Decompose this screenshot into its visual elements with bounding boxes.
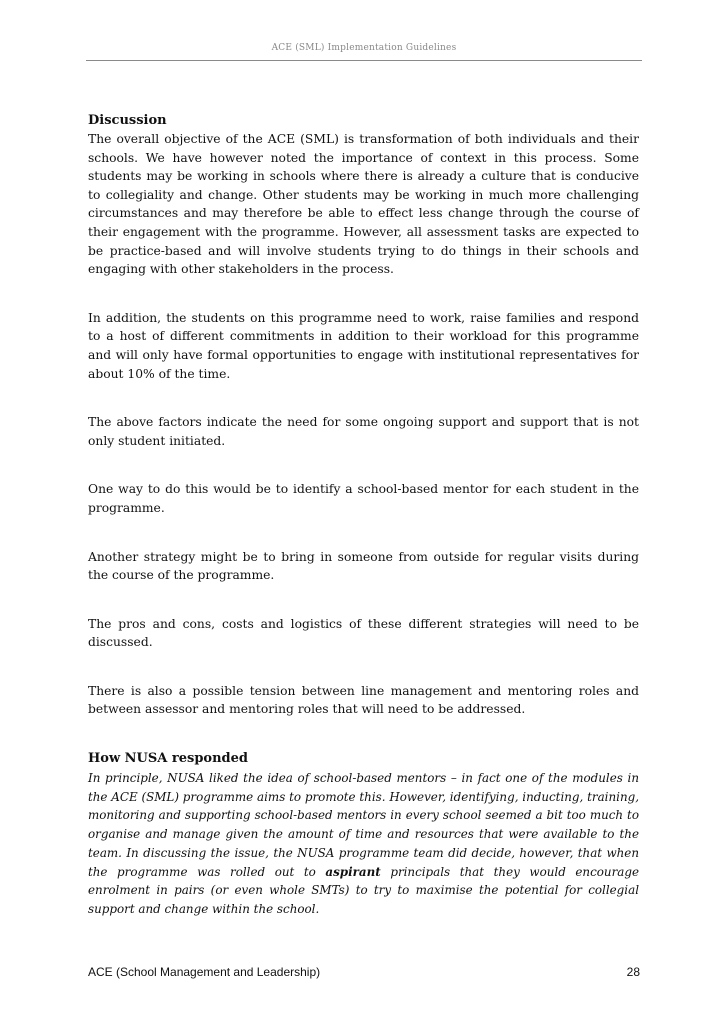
running-header: ACE (SML) Implementation Guidelines [271, 43, 457, 53]
response-text-after: principals that they would encourage enrolment in pairs (or even whole SMTs) to try to maximise the potential for collegial support and change within the school. [88, 864, 639, 916]
page-number: 28 [626, 965, 640, 979]
header-rule [86, 60, 642, 61]
paragraph: The overall objective of the ACE (SML) is transformation of both individuals and their schools. We have however noted the importance of context in this process. Some students may be working in schools where there is already a culture that is conducive to collegiality and change. Other students may be working in much more challenging circumstances and may therefore be able to effect less change through the course of their engagement with the programme. However, all assessment tasks are expected to be practice-based and will involve students trying to do things in their schools and engaging with other stakeholders in the process. [88, 132, 639, 277]
paragraph: There is also a possible tension between line management and mentoring roles and between assessor and mentoring roles that will need to be addressed. [88, 683, 639, 717]
response-paragraph [88, 769, 639, 919]
footer-title: ACE (School Management and Leadership) [88, 965, 321, 979]
section-heading-discussion: Discussion [88, 113, 167, 128]
section-heading-response: How NUSA responded [88, 751, 248, 767]
paragraph: Another strategy might be to bring in someone from outside for regular visits during the course of the programme. [88, 549, 639, 583]
page-content [88, 111, 639, 919]
response-bold-word: aspirant [325, 864, 381, 879]
paragraph: In addition, the students on this programme need to work, raise families and respond to a host of different commitments in addition to their workload for this programme and will only have formal opportunities to engage with institutional representatives for about 10% of the time. [88, 310, 639, 381]
response-text-before: In principle, NUSA liked the idea of school-based mentors – in fact one of the modules in the ACE (SML) programme aims to promote this. However, identifying, inducting, training, monitoring and supporting school-based mentors in every school seemed a bit too much to organise and manage given the amount of time and resources that were available to the team. In discussing the issue, the NUSA programme team did decide, however, that when the programme was rolled out to [88, 771, 639, 879]
paragraph: One way to do this would be to identify a school-based mentor for each student in the programme. [88, 482, 639, 515]
paragraph: The above factors indicate the need for some ongoing support and support that is not only student initiated. [88, 415, 639, 448]
paragraph: The pros and cons, costs and logistics of these different strategies will need to be discussed. [88, 616, 639, 650]
